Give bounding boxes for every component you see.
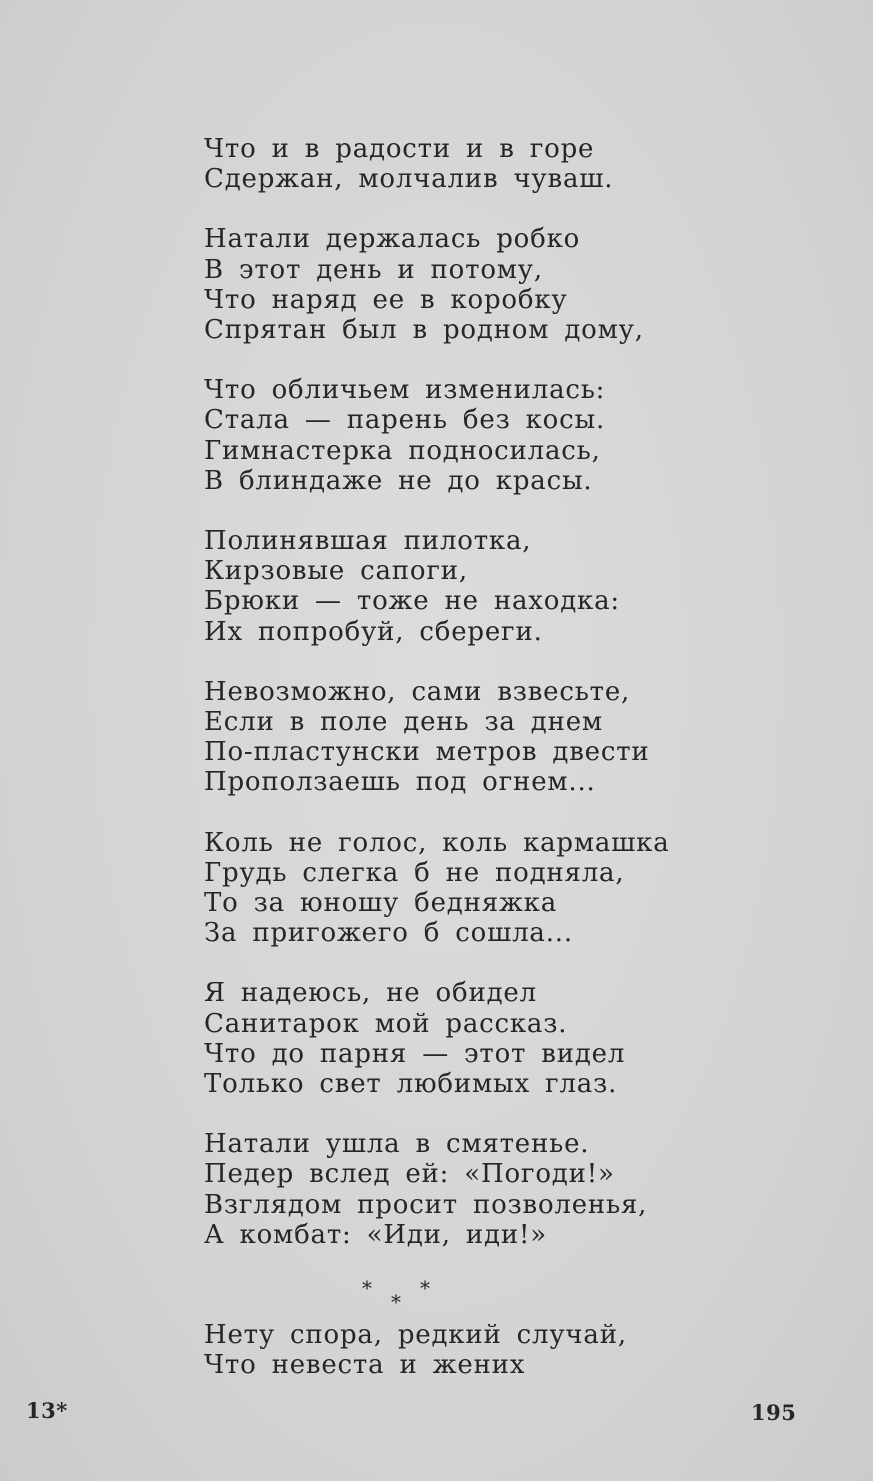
stanza (204, 677, 724, 798)
poem-line: В блиндаже не до красы. (204, 465, 593, 496)
poem-line: Стала — парень без косы. (204, 405, 606, 436)
poem-line: Педер вслед ей: «Погоди!» (204, 1159, 615, 1190)
poem-body (204, 134, 724, 1411)
poem-line: Что наряд ее в коробку (204, 284, 568, 315)
asterism-separator (204, 1276, 724, 1314)
stanza (204, 526, 724, 647)
poem-line: Что обличьем изменилась: (204, 375, 606, 406)
poem-line: Спрятан был в родном дому, (204, 315, 644, 346)
poem-line: Кирзовые сапоги, (204, 556, 468, 587)
poem-line: А комбат: «Иди, иди!» (204, 1219, 547, 1250)
poem-line: По-пластунски метров двести (204, 737, 650, 768)
stanza (204, 1129, 724, 1250)
poem-line: То за юношу бедняжка (204, 888, 558, 919)
stanza (204, 375, 724, 496)
poem-line: Гимнастерка подносилась, (204, 435, 601, 466)
poem-line: Натали держалась робко (204, 224, 581, 255)
asterism-star: * (420, 1276, 430, 1301)
poem-line: Нету спора, редкий случай, (204, 1320, 627, 1351)
poem-line: Я надеюсь, не обидел (204, 978, 537, 1009)
poem-line: Невозможно, сами взвесьте, (204, 676, 631, 707)
poem-line: Полинявшая пилотка, (204, 526, 532, 557)
poem-line: Что до парня — этот видел (204, 1038, 626, 1069)
poem-line: Брюки — тоже не находка: (204, 586, 620, 617)
signature-mark: 13* (26, 1398, 68, 1423)
stanza (204, 828, 724, 949)
poem-line: Натали ушла в смятенье. (204, 1129, 590, 1160)
stanza (204, 224, 724, 345)
poem-line: Взглядом просит позволенья, (204, 1189, 648, 1220)
poem-line: Коль не голос, коль кармашка (204, 827, 670, 858)
asterism-star: * (362, 1276, 372, 1301)
poem-line: Только свет любимых глаз. (204, 1069, 618, 1100)
poem-line: Проползаешь под огнем... (204, 767, 596, 798)
stanza (204, 978, 724, 1099)
poem-line: Их попробуй, сбереги. (204, 616, 543, 647)
stanza (204, 134, 724, 194)
stanza (204, 1320, 724, 1380)
poem-line: Сдержан, молчалив чуваш. (204, 164, 614, 195)
poem-line: В этот день и потому, (204, 254, 543, 285)
poem-line: Грудь слегка б не подняла, (204, 857, 625, 888)
page-number: 195 (751, 1400, 797, 1425)
poem-line: За пригожего б сошла... (204, 918, 573, 949)
poem-line: Что невеста и жених (204, 1350, 526, 1381)
poem-line: Что и в радости и в горе (204, 134, 595, 164)
poem-line: Санитарок мой рассказ. (204, 1008, 568, 1039)
poem-line: Если в поле день за днем (204, 707, 603, 738)
asterism-star: * (391, 1290, 401, 1315)
